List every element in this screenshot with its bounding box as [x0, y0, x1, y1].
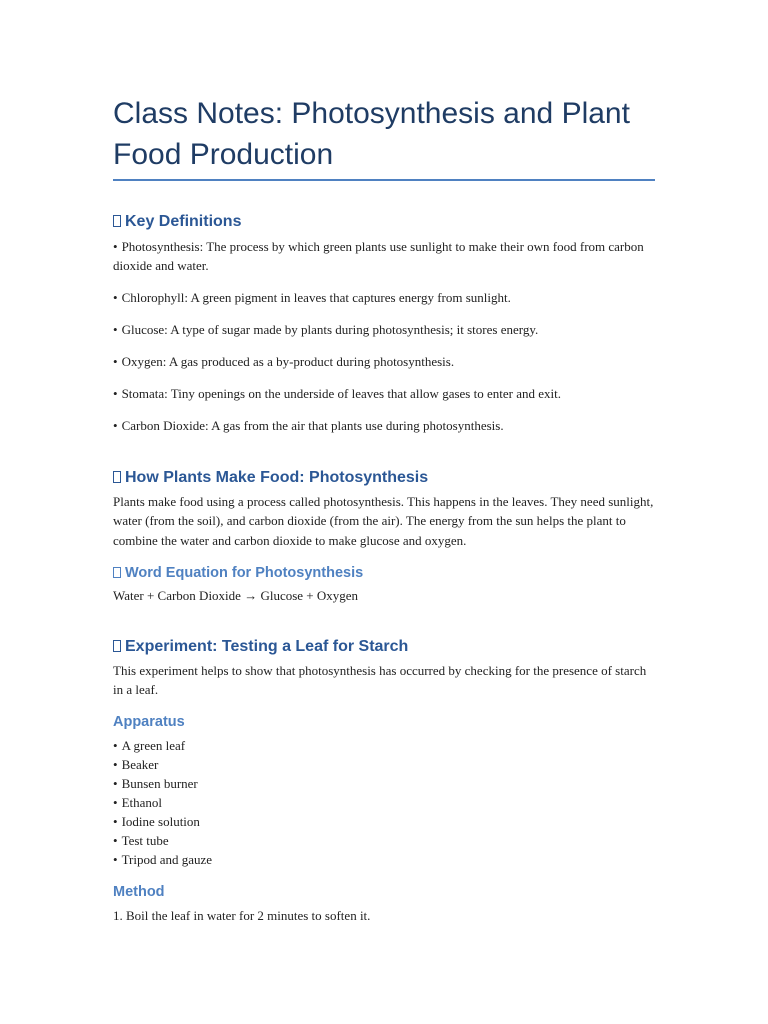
definition-item: • Chlorophyll: A green pigment in leaves that captures energy from sunlight.: [113, 288, 655, 307]
apparatus-item: • Beaker: [113, 755, 655, 774]
apparatus-item: • Test tube: [113, 831, 655, 850]
definition-item: • Photosynthesis: The process by which green plants use sunlight to make their own food from carbon dioxide and water.: [113, 237, 655, 276]
definition-item: • Stomata: Tiny openings on the underside of leaves that allow gases to enter and exit.: [113, 384, 655, 403]
definition-item: • Oxygen: A gas produced as a by-product during photosynthesis.: [113, 352, 655, 371]
missing-emoji-icon: [113, 471, 121, 483]
definition-item: • Glucose: A type of sugar made by plants during photosynthesis; it stores energy.: [113, 320, 655, 339]
missing-emoji-icon: [113, 640, 121, 652]
subheading-word-equation: [113, 565, 363, 581]
section-heading-how-plants: [113, 469, 428, 487]
missing-emoji-icon: [113, 567, 121, 578]
word-equation-text: Water + Carbon Dioxide → Glucose + Oxygen: [113, 588, 359, 603]
apparatus-item: • Ethanol: [113, 793, 655, 812]
section-heading-experiment: [113, 638, 408, 656]
apparatus-item: • Bunsen burner: [113, 774, 655, 793]
section-heading-label: Key Definitions: [125, 213, 242, 230]
definition-item: • Carbon Dioxide: A gas from the air that plants use during photosynthesis.: [113, 416, 655, 435]
how-plants-paragraph: Plants make food using a process called photosynthesis. This happens in the leaves. They need sunlight, water (from the soil), and carbon dioxide (from the air). The energy from the sun helps the plant to combine the water and carbon dioxide to make glucose and oxygen.: [113, 494, 654, 548]
method-step: 1. Boil the leaf in water for 2 minutes to soften it.: [113, 908, 371, 923]
subheading-method: Method: [113, 884, 165, 900]
section-heading-label: How Plants Make Food: Photosynthesis: [125, 469, 429, 486]
page-title: Class Notes: Photosynthesis and Plant Food Production: [113, 97, 630, 171]
section-heading-label: Experiment: Testing a Leaf for Starch: [125, 638, 409, 655]
section-heading-key-definitions: [113, 213, 241, 231]
subheading-label: Word Equation for Photosynthesis: [125, 565, 364, 581]
apparatus-item: • Tripod and gauze: [113, 850, 655, 869]
experiment-paragraph: This experiment helps to show that photosynthesis has occurred by checking for the presence of starch in a leaf.: [113, 663, 647, 698]
missing-emoji-icon: [113, 215, 121, 227]
apparatus-item: • Iodine solution: [113, 812, 655, 831]
title-divider: [113, 179, 655, 181]
subheading-apparatus: Apparatus: [113, 714, 185, 730]
apparatus-item: • A green leaf: [113, 736, 655, 755]
